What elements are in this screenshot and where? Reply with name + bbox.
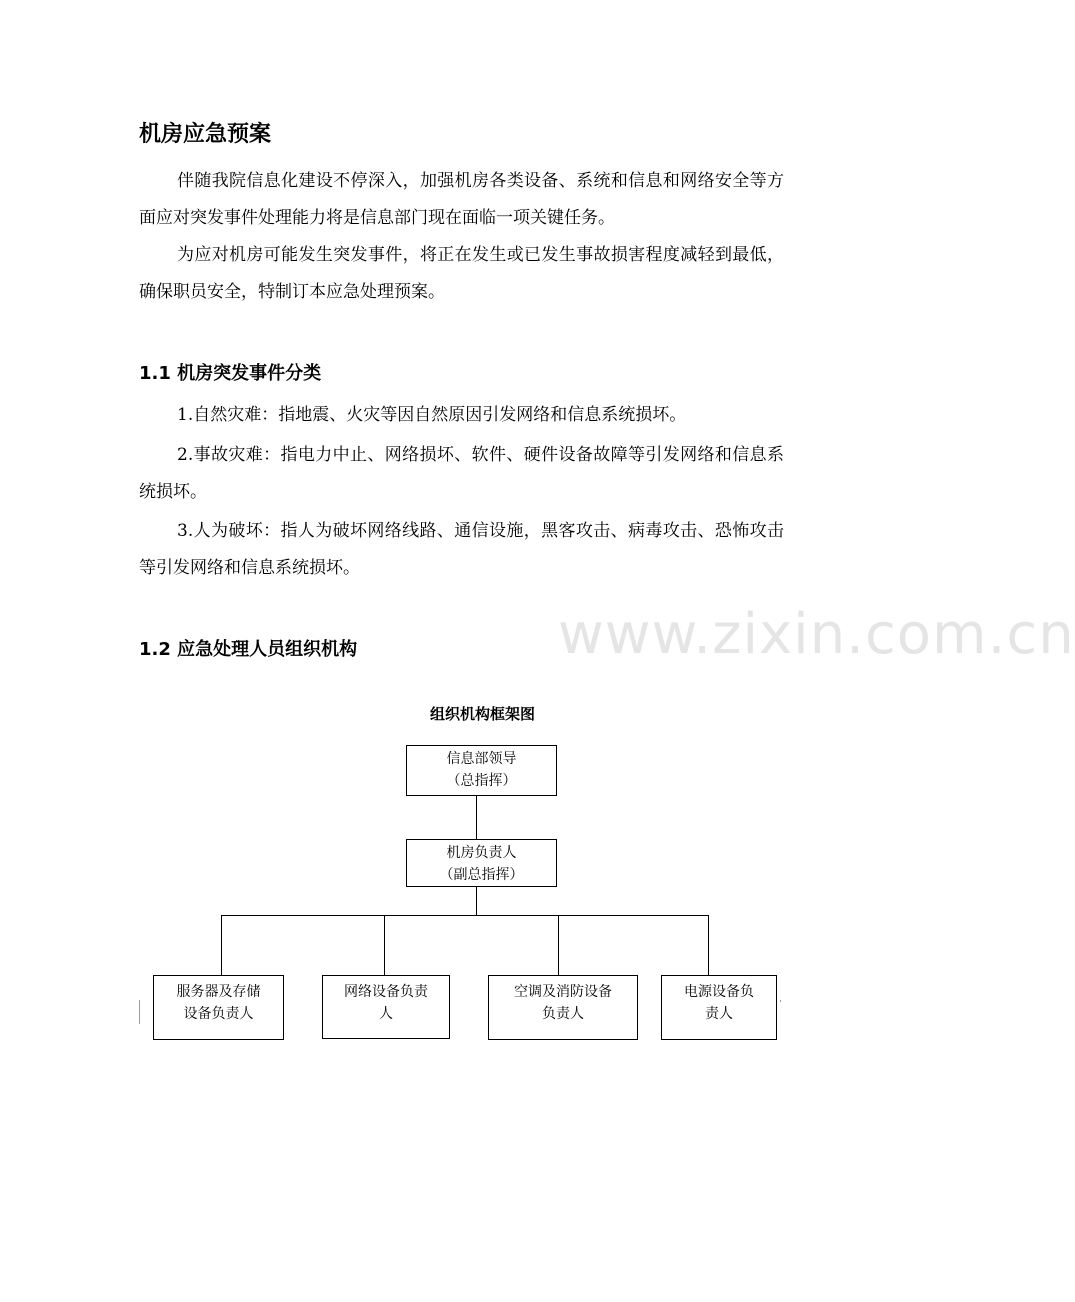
org-node-network-line1: 网络设备负责 <box>344 984 428 1000</box>
org-node-director-name: 信息部领导 <box>446 751 517 767</box>
org-node-power <box>661 975 777 1040</box>
document-title: 机房应急预案 <box>139 122 272 147</box>
watermark-text: www.zixin.com.cn <box>558 602 1075 667</box>
org-node-hvac-fire <box>488 975 638 1040</box>
org-node-server-storage-line1: 服务器及存储 <box>176 984 261 1000</box>
org-node-server-storage <box>153 975 284 1040</box>
connector-leaf-4 <box>708 915 709 975</box>
org-node-director <box>406 745 557 796</box>
connector-middle-bus <box>476 887 477 915</box>
section-1-1-item-3: 3.人为破坏：指人为破坏网络线路、通信设施，黑客攻击、病毒攻击、恐怖攻击等引发网络和信息系统损坏。 <box>139 521 784 578</box>
connector-horizontal-bus <box>221 915 708 916</box>
org-node-power-line1: 电源设备负 <box>684 984 754 1000</box>
right-edge-tick <box>780 1000 781 1002</box>
org-node-network-line2: 人 <box>379 1006 393 1022</box>
section-heading-1-2: 1.2 应急处理人员组织机构 <box>139 639 358 660</box>
connector-leaf-1 <box>221 915 222 975</box>
intro-paragraph-2: 为应对机房可能发生突发事件，将正在发生或已发生事故损害程度减轻到最低，确保职员安全，特制订本应急处理预案。 <box>139 245 784 302</box>
intro-paragraph-1: 伴随我院信息化建设不停深入，加强机房各类设备、系统和信息和网络安全等方面应对突发事件处理能力将是信息部门现在面临一项关键任务。 <box>139 171 784 228</box>
section-1-1-item-1: 1.自然灾难：指地震、火灾等因自然原因引发网络和信息系统损坏。 <box>177 405 687 425</box>
section-heading-1-1: 1.1 机房突发事件分类 <box>139 363 322 384</box>
connector-leaf-3 <box>558 915 559 975</box>
org-node-room-manager-role: （副总指挥） <box>439 867 524 883</box>
org-node-network <box>322 975 450 1039</box>
org-node-room-manager-name: 机房负责人 <box>446 845 517 861</box>
left-edge-tick <box>139 1000 140 1024</box>
org-node-hvac-fire-line1: 空调及消防设备 <box>514 984 612 1000</box>
connector-leaf-2 <box>384 915 385 975</box>
org-node-room-manager <box>406 839 557 887</box>
org-node-director-role: （总指挥） <box>446 773 517 789</box>
org-node-power-line2: 责人 <box>705 1006 733 1022</box>
section-1-1-item-2: 2.事故灾难：指电力中止、网络损坏、软件、硬件设备故障等引发网络和信息系统损坏。 <box>139 445 784 502</box>
connector-top-middle <box>476 796 477 839</box>
org-chart-title: 组织机构框架图 <box>429 705 535 723</box>
org-node-hvac-fire-line2: 负责人 <box>542 1006 584 1022</box>
org-node-server-storage-line2: 设备负责人 <box>183 1006 254 1022</box>
